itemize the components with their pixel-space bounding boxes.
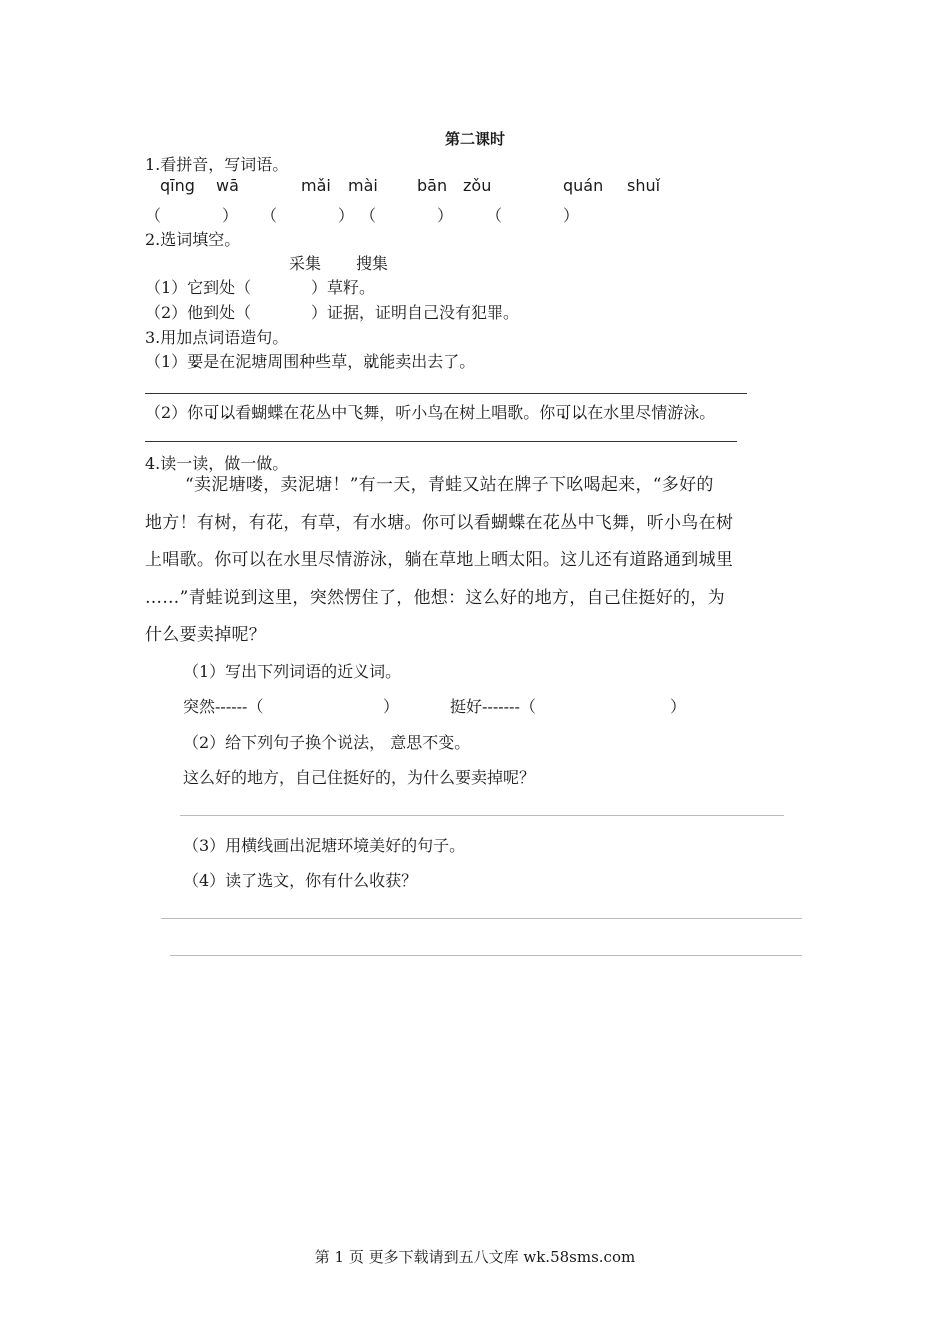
q2-item1-prefix: （1）它到处（	[145, 278, 252, 297]
synonym-word-2: 挺好-------（	[450, 697, 536, 716]
pinyin-syllable: shuǐ	[627, 176, 661, 195]
sentence-text: 在水里尽情游泳。	[587, 403, 716, 422]
q1-heading: 1.看拼音，写词语。	[145, 155, 289, 174]
answer-line	[161, 918, 802, 919]
answer-line	[145, 441, 737, 442]
pinyin-syllable: qīng	[160, 176, 195, 195]
word-option: 搜集	[356, 254, 389, 273]
synonym-word-1: 突然------（	[183, 697, 264, 716]
q4-heading: 4.读一读，做一做。	[145, 454, 289, 473]
answer-line	[145, 393, 747, 394]
answer-paren-open: （	[360, 206, 377, 225]
q2-item2-prefix: （2）他到处（	[145, 303, 252, 322]
page-title: 第二课时	[444, 130, 505, 148]
answer-paren-open: （	[145, 206, 162, 225]
q2-item1-suffix: ）草籽。	[311, 278, 376, 297]
sentence-prefix: （1）	[145, 352, 188, 371]
pinyin-syllable: bān	[417, 176, 448, 195]
q3-sentence-1	[145, 349, 475, 372]
word-option: 采集	[289, 254, 322, 273]
answer-line	[180, 815, 784, 816]
q4-sub2-heading: （2）给下列句子换个说法， 意思不变。	[183, 733, 471, 752]
pinyin-syllable: mǎi	[301, 176, 331, 195]
q4-sub2-sentence: 这么好的地方，自己住挺好的，为什么要卖掉呢？	[183, 768, 536, 787]
page-footer: 第 1 页 更多下载请到五八文库 wk.58sms.com	[314, 1248, 636, 1266]
q4-sub3: （3）用横线画出泥塘环境美好的句子。	[183, 836, 466, 855]
answer-paren-close: ）	[563, 206, 580, 225]
answer-paren-close: ）	[383, 697, 400, 716]
sentence-text: 能卖出去了。	[379, 352, 476, 371]
q2-item2-suffix: ）证据，证明自己没有犯罪。	[311, 303, 520, 322]
sentence-text: 看蝴蝶在花丛中飞舞，听小鸟在树上唱歌。你	[235, 403, 556, 422]
dotted-word: 可	[555, 403, 572, 422]
answer-paren-open: （	[261, 206, 278, 225]
dotted-word: 可	[203, 403, 220, 422]
answer-paren-open: （	[486, 206, 503, 225]
passage-line: 什么要卖掉呢？	[145, 625, 267, 645]
pinyin-syllable: wā	[216, 176, 239, 195]
answer-paren-close: ）	[222, 206, 239, 225]
pinyin-syllable: zǒu	[463, 176, 492, 195]
answer-paren-close: ）	[437, 206, 454, 225]
pinyin-syllable: quán	[563, 176, 604, 195]
pinyin-syllable: mài	[348, 176, 378, 195]
dotted-word: 就	[363, 352, 380, 371]
q2-heading: 2.选词填空。	[145, 230, 241, 249]
dotted-word: 要	[187, 352, 204, 371]
q4-sub1-heading: （1）写出下列词语的近义词。	[183, 662, 402, 681]
dotted-word: 以	[219, 403, 236, 422]
dotted-word: 以	[571, 403, 588, 422]
answer-paren-close: ）	[338, 206, 355, 225]
reading-passage	[145, 467, 815, 655]
q4-sub4: （4）读了选文，你有什么收获？	[183, 871, 418, 890]
passage-line: 地方！有树，有花，有草，有水塘。你可以看蝴蝶在花丛中飞舞，听小鸟在树	[145, 512, 734, 533]
passage-line: “卖泥塘喽，卖泥塘！”有一天，青蛙又站在牌子下吆喝起来，“多好的	[185, 475, 714, 495]
answer-paren-close: ）	[670, 697, 687, 716]
sentence-text: 是在泥塘周围种些草，	[203, 352, 364, 371]
sentence-prefix: （2）你	[145, 403, 204, 422]
q3-heading: 3.用加点词语造句。	[145, 328, 289, 347]
answer-line	[170, 955, 802, 956]
passage-line: 上唱歌。你可以在水里尽情游泳，躺在草地上晒太阳。这儿还有道路通到城里	[145, 550, 734, 570]
passage-line: ……”青蛙说到这里，突然愣住了，他想：这么好的地方，自己住挺好的，为	[145, 587, 725, 608]
q3-sentence-2	[145, 400, 715, 423]
